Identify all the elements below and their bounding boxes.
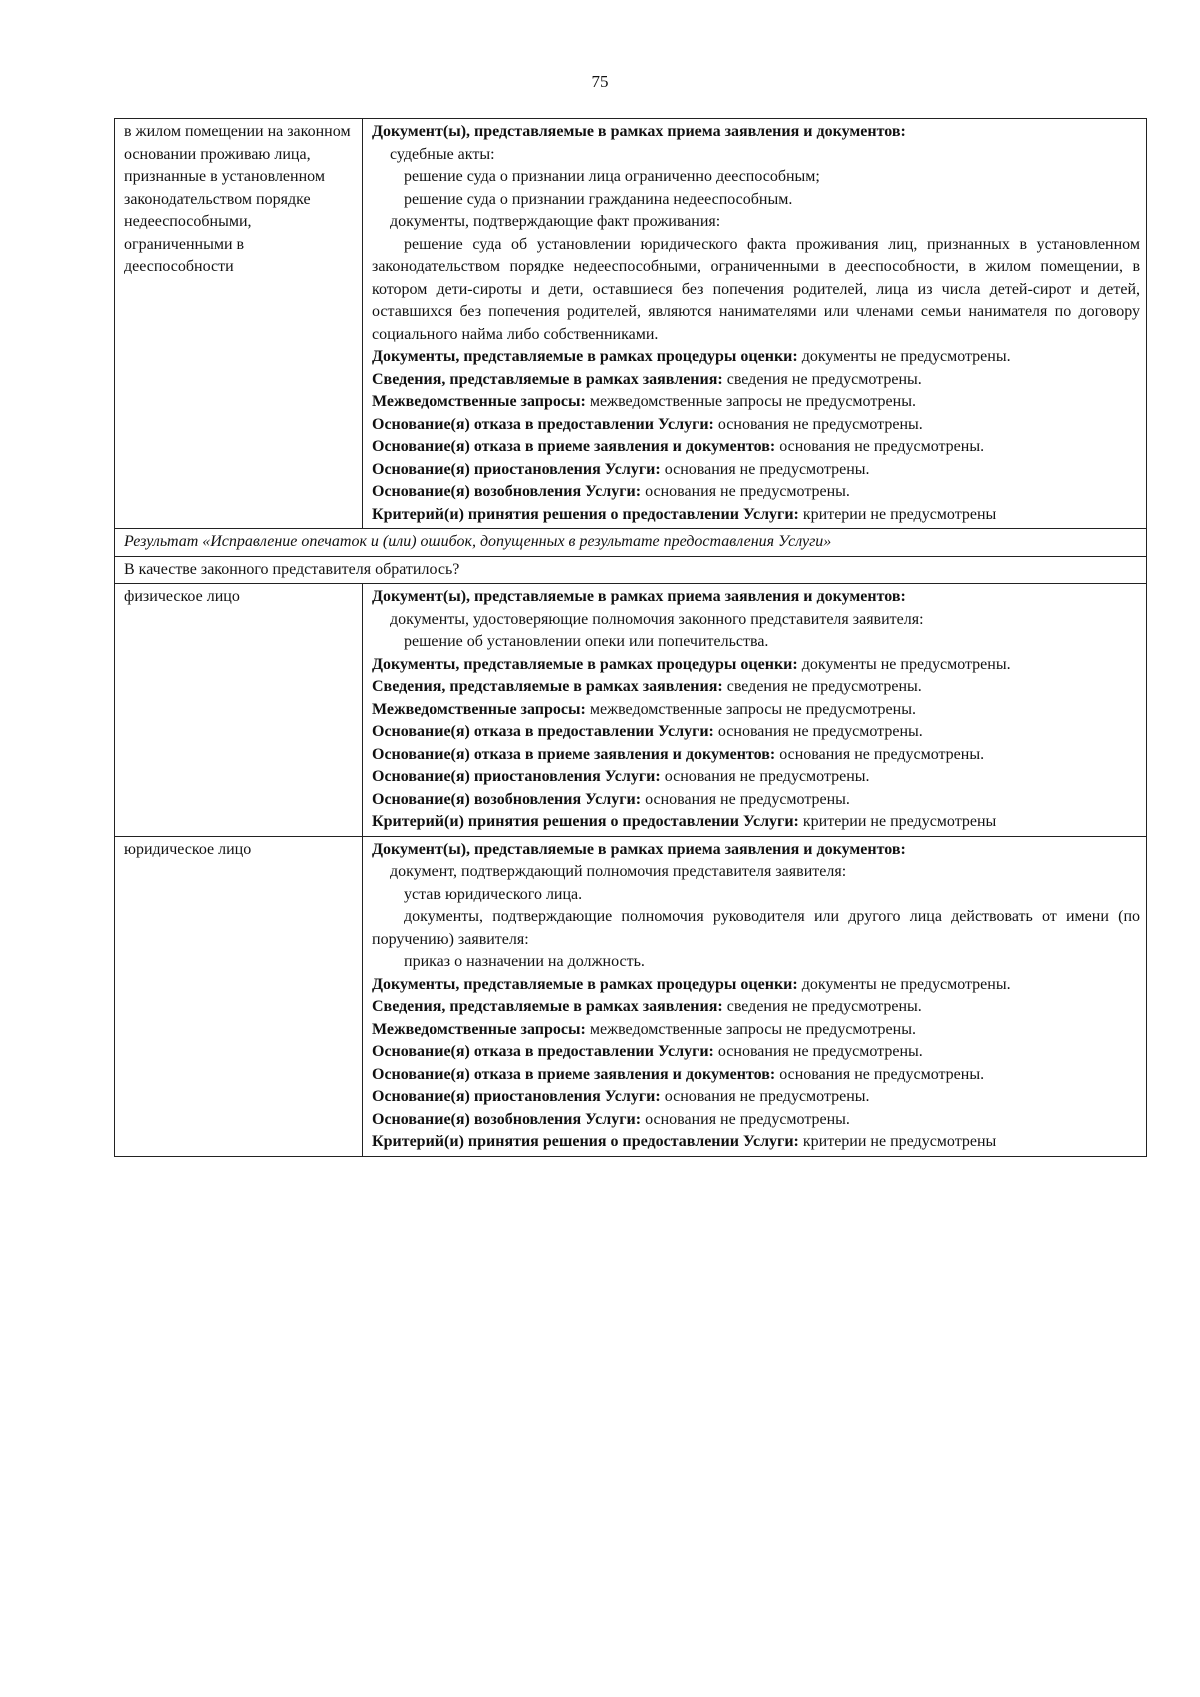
requirement-line	[372, 676, 1140, 699]
requirement-label: Основание(я) отказа в приеме заявления и документов:	[372, 438, 776, 455]
requirement-line: устав юридического лица.	[404, 885, 583, 903]
requirement-line	[372, 121, 1140, 144]
requirement-value: межведомственные запросы не предусмотрены.	[585, 700, 916, 718]
requirement-heading: Документ(ы), представляемые в рамках приема заявления и документов:	[372, 123, 906, 140]
requirement-line: документы, подтверждающие факт проживания:	[390, 213, 721, 230]
requirement-line: приказ о назначении на должность.	[404, 953, 645, 970]
requirement-label: Основание(я) приостановления Услуги:	[372, 1088, 661, 1105]
document-table	[114, 118, 1147, 1157]
result-heading: Результат «Исправление опечаток и (или) ошибок, допущенных в результате предоставления Услуги»	[115, 529, 1147, 557]
requirement-line: документ, подтверждающий полномочия представителя заявителя:	[390, 863, 847, 880]
table-row	[115, 836, 1147, 1156]
requirement-value: основания не предусмотрены.	[713, 415, 923, 433]
requirement-value: межведомственные запросы не предусмотрены.	[585, 393, 916, 410]
requirement-label: Основание(я) отказа в предоставлении Услуги:	[372, 723, 714, 740]
requirement-value: документы не предусмотрены.	[797, 975, 1011, 993]
requirement-label: Критерий(и) принятия решения о предоставлении Услуги:	[372, 505, 799, 523]
requirements-cell	[363, 119, 1147, 529]
requirement-label: Документы, представляемые в рамках процедуры оценки:	[372, 655, 798, 673]
requirement-label: Межведомственные запросы:	[372, 700, 586, 718]
question-row: В качестве законного представителя обратилось?	[115, 556, 1147, 584]
requirement-label: Основание(я) отказа в приеме заявления и документов:	[372, 745, 776, 763]
requirement-line	[372, 744, 1140, 767]
requirement-line	[372, 414, 1140, 437]
requirement-line: решение суда о признании гражданина недееспособным.	[404, 190, 793, 208]
requirement-value: основания не предусмотрены.	[660, 460, 870, 478]
table-row	[115, 556, 1147, 584]
requirement-value: документы не предусмотрены.	[797, 655, 1011, 673]
requirement-line	[372, 481, 1140, 504]
requirement-line	[372, 1109, 1140, 1132]
requirement-value: критерии не предусмотрены	[798, 1133, 997, 1150]
requirement-label: Межведомственные запросы:	[372, 393, 586, 410]
table-row	[115, 119, 1147, 529]
requirement-line	[372, 1064, 1140, 1087]
requirement-label: Основание(я) отказа в предоставлении Услуги:	[372, 1043, 714, 1060]
requirement-value: критерии не предусмотрены	[798, 505, 997, 523]
requirement-line	[372, 436, 1140, 459]
applicant-category-cell: юридическое лицо	[115, 836, 363, 1156]
requirement-label: Основание(я) отказа в предоставлении Услуги:	[372, 415, 714, 433]
requirement-value: основания не предусмотрены.	[641, 483, 850, 500]
requirement-value: документы не предусмотрены.	[797, 348, 1011, 365]
requirement-label: Основание(я) возобновления Услуги:	[372, 790, 642, 808]
requirement-value: сведения не предусмотрены.	[722, 678, 922, 695]
requirement-line	[372, 996, 1140, 1019]
requirement-line	[372, 459, 1140, 482]
requirement-value: основания не предусмотрены.	[775, 745, 985, 763]
requirement-value: сведения не предусмотрены.	[722, 370, 922, 388]
requirement-value: основания не предусмотрены.	[775, 1065, 985, 1083]
requirement-line	[372, 699, 1140, 722]
requirement-line: решение суда об установлении юридического факта проживания лиц, признанных в установленном законодательством порядке недееспособными, ограниченными в дееспособности, в жилом помещении, в котором дети-сироты и дети, оставшиеся без попечения родителей, лица из числа детей-сирот и детей, оставшихся без попечения родителей, являются нанимателями или членами семьи нанимателя по договору социального найма либо собственниками.	[372, 235, 1140, 343]
requirement-line: судебные акты:	[390, 145, 495, 163]
requirement-label: Критерий(и) принятия решения о предоставлении Услуги:	[372, 813, 799, 830]
requirement-label: Документы, представляемые в рамках процедуры оценки:	[372, 348, 798, 365]
requirement-label: Основание(я) возобновления Услуги:	[372, 1110, 642, 1128]
requirement-line	[372, 811, 1140, 834]
requirement-label: Основание(я) приостановления Услуги:	[372, 768, 661, 785]
requirement-line	[372, 766, 1140, 789]
requirement-heading: Документ(ы), представляемые в рамках приема заявления и документов:	[372, 840, 906, 858]
requirement-value: критерии не предусмотрены	[798, 813, 997, 830]
requirement-label: Межведомственные запросы:	[372, 1020, 586, 1038]
applicant-category-cell: в жилом помещении на законном основании проживаю лица, признанные в установленном законодательством порядке недееспособными, ограниченными в дееспособности	[115, 119, 363, 529]
table-row	[115, 584, 1147, 837]
requirement-line	[372, 974, 1140, 997]
requirement-line	[372, 1019, 1140, 1042]
requirement-line	[372, 1041, 1140, 1064]
requirement-value: сведения не предусмотрены.	[722, 998, 922, 1015]
requirements-cell	[363, 836, 1147, 1156]
requirement-label: Основание(я) возобновления Услуги:	[372, 483, 642, 500]
requirement-value: основания не предусмотрены.	[641, 790, 850, 808]
requirement-value: основания не предусмотрены.	[775, 438, 985, 455]
document-table-body	[115, 119, 1147, 1157]
requirement-label: Сведения, представляемые в рамках заявления:	[372, 998, 723, 1015]
requirement-value: основания не предусмотрены.	[713, 1043, 923, 1060]
requirement-line	[372, 346, 1140, 369]
requirement-value: межведомственные запросы не предусмотрены.	[585, 1020, 916, 1038]
requirement-value: основания не предусмотрены.	[660, 768, 870, 785]
requirement-value: основания не предусмотрены.	[713, 723, 923, 740]
requirement-line	[372, 721, 1140, 744]
requirement-label: Основание(я) отказа в приеме заявления и документов:	[372, 1065, 776, 1083]
requirement-line: документы, удостоверяющие полномочия законного представителя заявителя:	[390, 610, 924, 628]
requirement-label: Документы, представляемые в рамках процедуры оценки:	[372, 975, 798, 993]
requirements-cell	[363, 584, 1147, 837]
requirement-line	[372, 391, 1140, 414]
requirement-line	[372, 504, 1140, 527]
requirement-line: решение суда о признании лица ограниченно дееспособным;	[404, 168, 820, 185]
requirement-value: основания не предусмотрены.	[660, 1088, 870, 1105]
requirement-line	[372, 789, 1140, 812]
requirement-line	[372, 586, 1140, 609]
requirement-line	[372, 369, 1140, 392]
requirement-line: решение об установлении опеки или попечительства.	[404, 633, 769, 650]
page-number: 75	[591, 72, 609, 91]
requirement-label: Сведения, представляемые в рамках заявления:	[372, 370, 723, 388]
applicant-category-cell: физическое лицо	[115, 584, 363, 837]
requirement-value: основания не предусмотрены.	[641, 1110, 850, 1128]
requirement-label: Сведения, представляемые в рамках заявления:	[372, 678, 723, 695]
requirement-label: Основание(я) приостановления Услуги:	[372, 460, 661, 478]
table-row	[115, 529, 1147, 557]
requirement-heading: Документ(ы), представляемые в рамках приема заявления и документов:	[372, 588, 906, 605]
requirement-line	[372, 654, 1140, 677]
requirement-line: документы, подтверждающие полномочия руководителя или другого лица действовать от имени (по поручению) заявителя:	[372, 908, 1140, 948]
requirement-line	[372, 1086, 1140, 1109]
requirement-line	[372, 839, 1140, 862]
requirement-line	[372, 1131, 1140, 1154]
requirement-label: Критерий(и) принятия решения о предоставлении Услуги:	[372, 1133, 799, 1150]
